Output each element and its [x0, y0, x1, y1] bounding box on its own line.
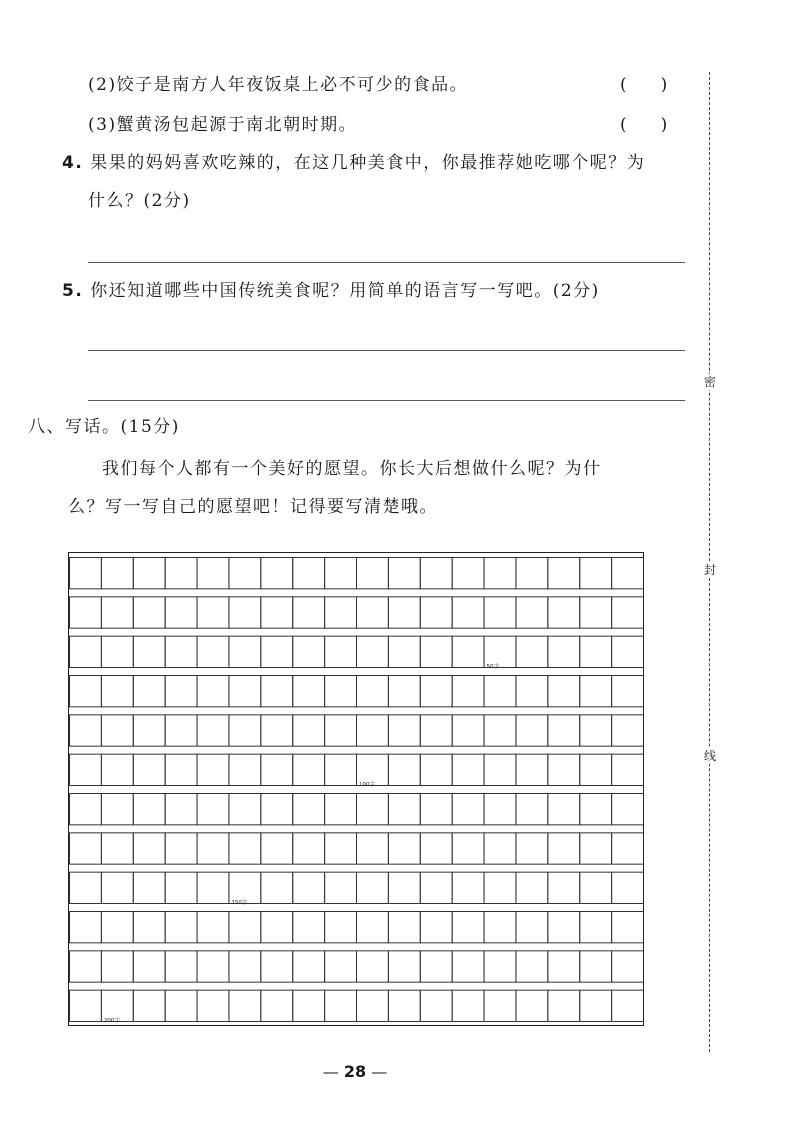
grid-cell[interactable]: [165, 872, 197, 903]
grid-cell[interactable]: [325, 636, 357, 667]
grid-cell[interactable]: [325, 912, 357, 943]
grid-cell[interactable]: [548, 558, 580, 589]
grid-cell[interactable]: [261, 794, 293, 825]
q5-text: 你还知道哪些中国传统美食呢？用简单的语言写一写吧。(2分): [90, 281, 600, 301]
grid-cell[interactable]: [229, 676, 261, 707]
grid-cell[interactable]: [388, 872, 420, 903]
grid-cell[interactable]: [293, 990, 325, 1021]
grid-cell[interactable]: [229, 715, 261, 746]
word-count-marker: 50字: [486, 664, 500, 670]
grid-cell[interactable]: [516, 636, 548, 667]
grid-cell[interactable]: [580, 754, 612, 785]
grid-cell[interactable]: [70, 951, 102, 982]
binding-char-mi: 密: [701, 374, 719, 390]
grid-cell[interactable]: [452, 754, 484, 785]
q3-item-3: [88, 114, 357, 136]
grid-cell[interactable]: [612, 636, 643, 667]
grid-cell[interactable]: [197, 676, 229, 707]
q3-item-2-text: 饺子是南方人年夜饭桌上必不可少的食品。: [116, 75, 469, 95]
grid-cell[interactable]: [580, 794, 612, 825]
grid-cell[interactable]: [548, 715, 580, 746]
grid-cell[interactable]: [325, 597, 357, 628]
grid-cell[interactable]: [516, 715, 548, 746]
grid-cell[interactable]: [548, 833, 580, 864]
grid-cell[interactable]: [133, 794, 165, 825]
grid-cell[interactable]: [101, 715, 133, 746]
grid-cell[interactable]: [388, 715, 420, 746]
grid-cell[interactable]: [70, 872, 102, 903]
grid-cell[interactable]: [133, 833, 165, 864]
grid-cell[interactable]: [229, 636, 261, 667]
grid-cell[interactable]: [484, 990, 516, 1021]
grid-cell[interactable]: [229, 833, 261, 864]
grid-cell[interactable]: [548, 912, 580, 943]
grid-cell[interactable]: [197, 558, 229, 589]
grid-cell[interactable]: [293, 558, 325, 589]
q5-line: [62, 280, 600, 302]
q5-answer-line-1[interactable]: [88, 350, 685, 351]
grid-cell[interactable]: [516, 558, 548, 589]
section8-title: 八、写话。(15分): [28, 417, 180, 437]
grid-cell[interactable]: [484, 715, 516, 746]
grid-cell[interactable]: [261, 676, 293, 707]
grid-cell[interactable]: [197, 636, 229, 667]
grid-cell[interactable]: [357, 990, 389, 1021]
grid-cell[interactable]: [325, 754, 357, 785]
grid-cell[interactable]: [197, 794, 229, 825]
grid-cell[interactable]: [261, 912, 293, 943]
grid-cell[interactable]: [388, 833, 420, 864]
grid-cell[interactable]: [70, 676, 102, 707]
grid-cell[interactable]: [548, 754, 580, 785]
grid-cell[interactable]: [293, 794, 325, 825]
grid-cell[interactable]: [229, 951, 261, 982]
grid-cell[interactable]: [101, 833, 133, 864]
grid-cell[interactable]: [516, 912, 548, 943]
q4-line1: [62, 152, 645, 174]
grid-cell[interactable]: [484, 794, 516, 825]
q3-item-3-label: (3): [88, 115, 117, 135]
grid-cell[interactable]: [70, 715, 102, 746]
grid-cell[interactable]: [420, 558, 452, 589]
grid-cell[interactable]: [420, 597, 452, 628]
grid-cell[interactable]: [612, 951, 643, 982]
grid-cell[interactable]: [133, 872, 165, 903]
grid-cell[interactable]: [388, 636, 420, 667]
grid-cell[interactable]: [165, 794, 197, 825]
grid-cell[interactable]: [165, 636, 197, 667]
grid-cell[interactable]: [229, 872, 261, 903]
grid-cell[interactable]: [133, 636, 165, 667]
grid-cell[interactable]: [420, 676, 452, 707]
page-number-dash-left: —: [322, 1062, 339, 1081]
grid-cell[interactable]: [452, 794, 484, 825]
grid-cell[interactable]: [548, 676, 580, 707]
grid-cell[interactable]: [420, 833, 452, 864]
grid-cell[interactable]: [357, 754, 389, 785]
grid-cell[interactable]: [197, 715, 229, 746]
grid-cell[interactable]: [580, 558, 612, 589]
grid-cell[interactable]: [357, 597, 389, 628]
grid-cell[interactable]: [197, 951, 229, 982]
grid-cell[interactable]: [612, 990, 643, 1021]
grid-cell[interactable]: [261, 558, 293, 589]
grid-cell[interactable]: [229, 754, 261, 785]
grid-cell[interactable]: [388, 558, 420, 589]
grid-cell[interactable]: [325, 951, 357, 982]
grid-cell[interactable]: [293, 715, 325, 746]
grid-cell[interactable]: [388, 794, 420, 825]
grid-cell[interactable]: [516, 597, 548, 628]
q3-item-3-text: 蟹黄汤包起源于南北朝时期。: [116, 115, 358, 135]
grid-cell[interactable]: [101, 597, 133, 628]
grid-cell[interactable]: [388, 990, 420, 1021]
grid-cell[interactable]: [357, 676, 389, 707]
grid-cell[interactable]: [101, 951, 133, 982]
grid-cell[interactable]: [101, 872, 133, 903]
grid-cell[interactable]: [229, 558, 261, 589]
grid-cell[interactable]: [325, 872, 357, 903]
word-count-marker: 100字: [359, 782, 375, 788]
page-number-dash-right: —: [371, 1062, 388, 1081]
grid-cell[interactable]: [197, 990, 229, 1021]
grid-cell[interactable]: [452, 951, 484, 982]
grid-cell[interactable]: [165, 715, 197, 746]
grid-cell[interactable]: [165, 558, 197, 589]
grid-cell[interactable]: [165, 951, 197, 982]
grid-cell[interactable]: [293, 872, 325, 903]
grid-cell[interactable]: [133, 676, 165, 707]
grid-cell[interactable]: [261, 833, 293, 864]
grid-cell[interactable]: [516, 872, 548, 903]
grid-cell[interactable]: [261, 715, 293, 746]
word-count-marker: 200字: [103, 1018, 120, 1024]
grid-cell[interactable]: [452, 833, 484, 864]
grid-cell[interactable]: [133, 558, 165, 589]
grid-cell[interactable]: [484, 558, 516, 589]
grid-cell[interactable]: [70, 833, 102, 864]
grid-cell[interactable]: [580, 833, 612, 864]
grid-cell[interactable]: [580, 636, 612, 667]
grid-cell[interactable]: [612, 794, 643, 825]
grid-cell[interactable]: [261, 636, 293, 667]
grid-cell[interactable]: [612, 715, 643, 746]
grid-cell[interactable]: [548, 990, 580, 1021]
grid-cell[interactable]: [325, 715, 357, 746]
grid-cell[interactable]: [357, 636, 389, 667]
writing-grid-lines: [69, 553, 643, 1025]
grid-cell[interactable]: [452, 597, 484, 628]
grid-cell[interactable]: [133, 597, 165, 628]
grid-cell[interactable]: [261, 990, 293, 1021]
q5-answer-line-2[interactable]: [88, 400, 685, 401]
grid-cell[interactable]: [516, 951, 548, 982]
grid-cell[interactable]: [548, 636, 580, 667]
grid-cell[interactable]: [420, 872, 452, 903]
section8-prompt-line1: 我们每个人都有一个美好的愿望。你长大后想做什么呢？为什: [102, 459, 602, 479]
grid-cell[interactable]: [612, 676, 643, 707]
q5-number: 5.: [62, 281, 84, 301]
grid-cell[interactable]: [612, 754, 643, 785]
grid-cell[interactable]: [420, 990, 452, 1021]
q4-text-line1: 果果的妈妈喜欢吃辣的，在这几种美食中，你最推荐她吃哪个呢？为: [90, 153, 646, 173]
grid-cell[interactable]: [580, 597, 612, 628]
grid-cell[interactable]: [388, 597, 420, 628]
grid-cell[interactable]: [420, 951, 452, 982]
grid-cell[interactable]: [612, 872, 643, 903]
grid-cell[interactable]: [261, 597, 293, 628]
page-number-value: 28: [343, 1062, 367, 1081]
grid-cell[interactable]: [484, 912, 516, 943]
grid-cell[interactable]: [452, 990, 484, 1021]
grid-cell[interactable]: [293, 636, 325, 667]
q3-item-2-answer-paren[interactable]: ( ): [620, 75, 668, 95]
binding-char-xian: 线: [701, 748, 719, 764]
grid-cell[interactable]: [388, 912, 420, 943]
grid-cell[interactable]: [357, 794, 389, 825]
grid-cell[interactable]: [580, 676, 612, 707]
grid-cell[interactable]: [580, 990, 612, 1021]
grid-cell[interactable]: [101, 754, 133, 785]
grid-cell[interactable]: [229, 990, 261, 1021]
grid-cell[interactable]: [580, 715, 612, 746]
grid-cell[interactable]: [293, 597, 325, 628]
grid-cell[interactable]: [357, 558, 389, 589]
grid-cell[interactable]: [165, 597, 197, 628]
grid-cell[interactable]: [612, 558, 643, 589]
grid-cell[interactable]: [197, 754, 229, 785]
grid-cell[interactable]: [133, 990, 165, 1021]
grid-cell[interactable]: [70, 990, 102, 1021]
grid-cell[interactable]: [197, 912, 229, 943]
grid-cell[interactable]: [229, 794, 261, 825]
grid-cell[interactable]: [548, 951, 580, 982]
grid-cell[interactable]: [484, 754, 516, 785]
binding-char-feng: 封: [701, 562, 719, 578]
grid-cell[interactable]: [484, 597, 516, 628]
grid-cell[interactable]: [548, 794, 580, 825]
q4-number: 4.: [62, 153, 84, 173]
grid-cell[interactable]: [261, 951, 293, 982]
grid-cell[interactable]: [516, 676, 548, 707]
grid-cell[interactable]: [420, 912, 452, 943]
grid-cell[interactable]: [357, 951, 389, 982]
grid-cell[interactable]: [548, 872, 580, 903]
q4-line2: 什么？(2分): [88, 191, 191, 211]
grid-cell[interactable]: [420, 794, 452, 825]
grid-cell[interactable]: [197, 872, 229, 903]
grid-cell[interactable]: [580, 872, 612, 903]
grid-cell[interactable]: [229, 597, 261, 628]
grid-cell[interactable]: [70, 912, 102, 943]
grid-cell[interactable]: [133, 951, 165, 982]
grid-cell[interactable]: [452, 912, 484, 943]
grid-cell[interactable]: [388, 676, 420, 707]
section8-prompt-line2: 么？写一写自己的愿望吧！记得要写清楚哦。: [68, 497, 438, 517]
grid-cell[interactable]: [452, 636, 484, 667]
word-count-marker: 150字: [231, 900, 248, 906]
grid-cell[interactable]: [516, 833, 548, 864]
grid-cell[interactable]: [388, 951, 420, 982]
grid-cell[interactable]: [293, 951, 325, 982]
grid-cell[interactable]: [293, 833, 325, 864]
grid-cell[interactable]: [484, 951, 516, 982]
grid-cell[interactable]: [420, 636, 452, 667]
grid-cell[interactable]: [133, 754, 165, 785]
grid-cell[interactable]: [101, 676, 133, 707]
grid-cell[interactable]: [516, 754, 548, 785]
grid-cell[interactable]: [293, 912, 325, 943]
q3-item-2-label: (2): [88, 75, 117, 95]
grid-cell[interactable]: [133, 912, 165, 943]
grid-cell[interactable]: [357, 833, 389, 864]
grid-cell[interactable]: [484, 676, 516, 707]
q3-item-2: [88, 74, 468, 96]
grid-cell[interactable]: [357, 715, 389, 746]
grid-cell[interactable]: [325, 676, 357, 707]
grid-cell[interactable]: [548, 597, 580, 628]
grid-cell[interactable]: [612, 597, 643, 628]
grid-cell[interactable]: [325, 558, 357, 589]
grid-cell[interactable]: [325, 794, 357, 825]
grid-cell[interactable]: [70, 794, 102, 825]
grid-cell[interactable]: [484, 833, 516, 864]
grid-cell[interactable]: [229, 912, 261, 943]
grid-cell[interactable]: [325, 990, 357, 1021]
grid-cell[interactable]: [580, 912, 612, 943]
grid-cell[interactable]: [165, 754, 197, 785]
grid-cell[interactable]: [165, 833, 197, 864]
grid-cell[interactable]: [70, 636, 102, 667]
grid-cell[interactable]: [197, 597, 229, 628]
grid-cell[interactable]: [261, 872, 293, 903]
grid-cell[interactable]: [165, 676, 197, 707]
grid-cell[interactable]: [420, 754, 452, 785]
grid-cell[interactable]: [516, 794, 548, 825]
grid-cell[interactable]: [101, 558, 133, 589]
grid-cell[interactable]: [325, 833, 357, 864]
writing-grid[interactable]: [68, 552, 644, 1026]
grid-cell[interactable]: [165, 912, 197, 943]
page-number: [0, 1062, 710, 1081]
grid-cell[interactable]: [261, 754, 293, 785]
grid-cell[interactable]: [357, 912, 389, 943]
grid-cell[interactable]: [101, 794, 133, 825]
q3-item-3-answer-paren[interactable]: ( ): [620, 115, 668, 135]
grid-cell[interactable]: [133, 715, 165, 746]
grid-cell[interactable]: [484, 636, 516, 667]
grid-cell[interactable]: [516, 990, 548, 1021]
grid-cell[interactable]: [452, 558, 484, 589]
grid-cell[interactable]: [612, 912, 643, 943]
grid-cell[interactable]: [101, 990, 133, 1021]
grid-cell[interactable]: [420, 715, 452, 746]
grid-cell[interactable]: [70, 597, 102, 628]
grid-cell[interactable]: [580, 951, 612, 982]
grid-cell[interactable]: [293, 676, 325, 707]
grid-cell[interactable]: [70, 754, 102, 785]
grid-cell[interactable]: [165, 990, 197, 1021]
grid-cell[interactable]: [293, 754, 325, 785]
grid-cell[interactable]: [197, 833, 229, 864]
grid-cell[interactable]: [101, 912, 133, 943]
grid-cell[interactable]: [484, 872, 516, 903]
grid-cell[interactable]: [452, 715, 484, 746]
grid-cell[interactable]: [101, 636, 133, 667]
grid-cell[interactable]: [357, 872, 389, 903]
grid-cell[interactable]: [388, 754, 420, 785]
grid-cell[interactable]: [452, 676, 484, 707]
grid-cell[interactable]: [452, 872, 484, 903]
grid-cell[interactable]: [70, 558, 102, 589]
q4-answer-line[interactable]: [88, 262, 685, 263]
grid-cell[interactable]: [612, 833, 643, 864]
